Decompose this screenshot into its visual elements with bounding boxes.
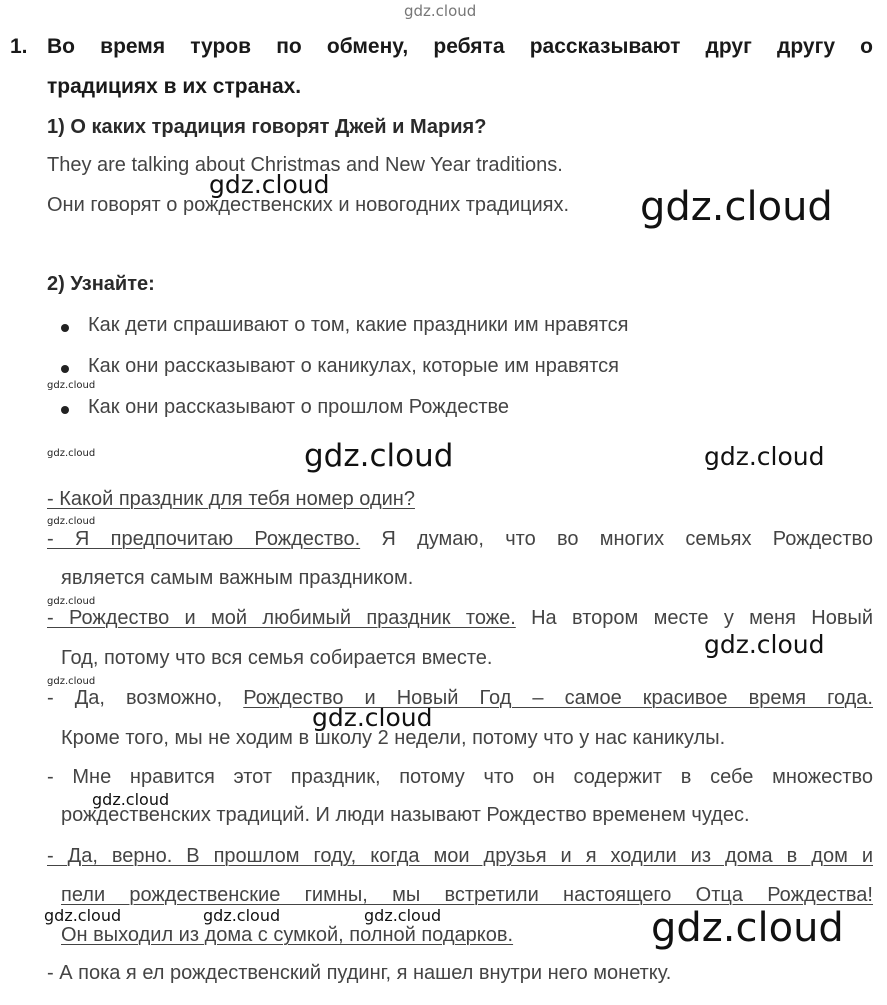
task-text-line-1: Во время туров по обмену, ребята рассказывают друг другу о bbox=[47, 35, 873, 58]
dialogue-line-continuation: Он выходил из дома с сумкой, полной подарков. bbox=[61, 924, 514, 946]
dialogue-line-continuation: Кроме того, мы не ходим в школу 2 недели, потому что у нас каникулы. bbox=[61, 727, 726, 749]
dialogue-line: - А пока я ел рождественский пудинг, я нашел внутри него монетку. bbox=[47, 962, 672, 984]
dialogue-line-continuation: является самым важным праздником. bbox=[61, 567, 414, 589]
watermark: gdz.cloud bbox=[304, 438, 454, 474]
watermark: gdz.cloud bbox=[364, 906, 442, 925]
dialogue-line: - Я предпочитаю Рождество. Я думаю, что во многих семьях Рождество bbox=[47, 528, 873, 550]
dialogue-line-continuation: пели рождественские гимны, мы встретили настоящего Отца Рождества! bbox=[61, 884, 873, 906]
watermark: gdz.cloud bbox=[704, 630, 825, 659]
watermark: gdz.cloud bbox=[651, 905, 844, 951]
watermark: gdz.cloud bbox=[47, 380, 96, 391]
bullet-item: Как они рассказывают о каникулах, которые им нравятся bbox=[61, 355, 619, 378]
answer-english: They are talking about Christmas and New Year traditions. bbox=[47, 154, 563, 176]
watermark: gdz.cloud bbox=[47, 448, 96, 459]
watermark: gdz.cloud bbox=[47, 596, 96, 607]
watermark: gdz.cloud bbox=[312, 703, 433, 732]
dialogue-line: - Да, возможно, Рождество и Новый Год – самое красивое время года. bbox=[47, 687, 873, 709]
watermark: gdz.cloud bbox=[92, 790, 170, 809]
question-2-title: 2) Узнайте: bbox=[47, 273, 155, 295]
watermark: gdz.cloud bbox=[44, 906, 122, 925]
watermark: gdz.cloud bbox=[47, 516, 96, 527]
watermark-top: gdz.cloud bbox=[404, 2, 477, 20]
dialogue-line-continuation: Год, потому что вся семья собирается вместе. bbox=[61, 647, 493, 669]
watermark: gdz.cloud bbox=[640, 184, 833, 230]
question-1-title: 1) О каких традиция говорят Джей и Мария? bbox=[47, 116, 487, 138]
task-text-line-2: традициях в их странах. bbox=[47, 75, 302, 98]
watermark: gdz.cloud bbox=[209, 170, 330, 199]
bullet-item: Как они рассказывают о прошлом Рождестве bbox=[61, 396, 509, 419]
dialogue-line: - Мне нравится этот праздник, потому что он содержит в себе множество bbox=[47, 766, 873, 788]
dialogue-line-continuation: рождественских традиций. И люди называют Рождество временем чудес. bbox=[61, 804, 750, 826]
dialogue-line: - Да, верно. В прошлом году, когда мои друзья и я ходили из дома в дом и bbox=[47, 845, 873, 867]
bullet-item: Как дети спрашивают о том, какие праздники им нравятся bbox=[61, 314, 628, 337]
watermark: gdz.cloud bbox=[704, 442, 825, 471]
watermark: gdz.cloud bbox=[47, 676, 96, 687]
dialogue-line: - Какой праздник для тебя номер один? bbox=[47, 488, 415, 510]
task-number: 1. bbox=[10, 35, 28, 58]
answer-russian: Они говорят о рождественских и новогодних традициях. bbox=[47, 194, 570, 216]
dialogue-line: - Рождество и мой любимый праздник тоже. На втором месте у меня Новый bbox=[47, 607, 873, 629]
watermark: gdz.cloud bbox=[203, 906, 281, 925]
